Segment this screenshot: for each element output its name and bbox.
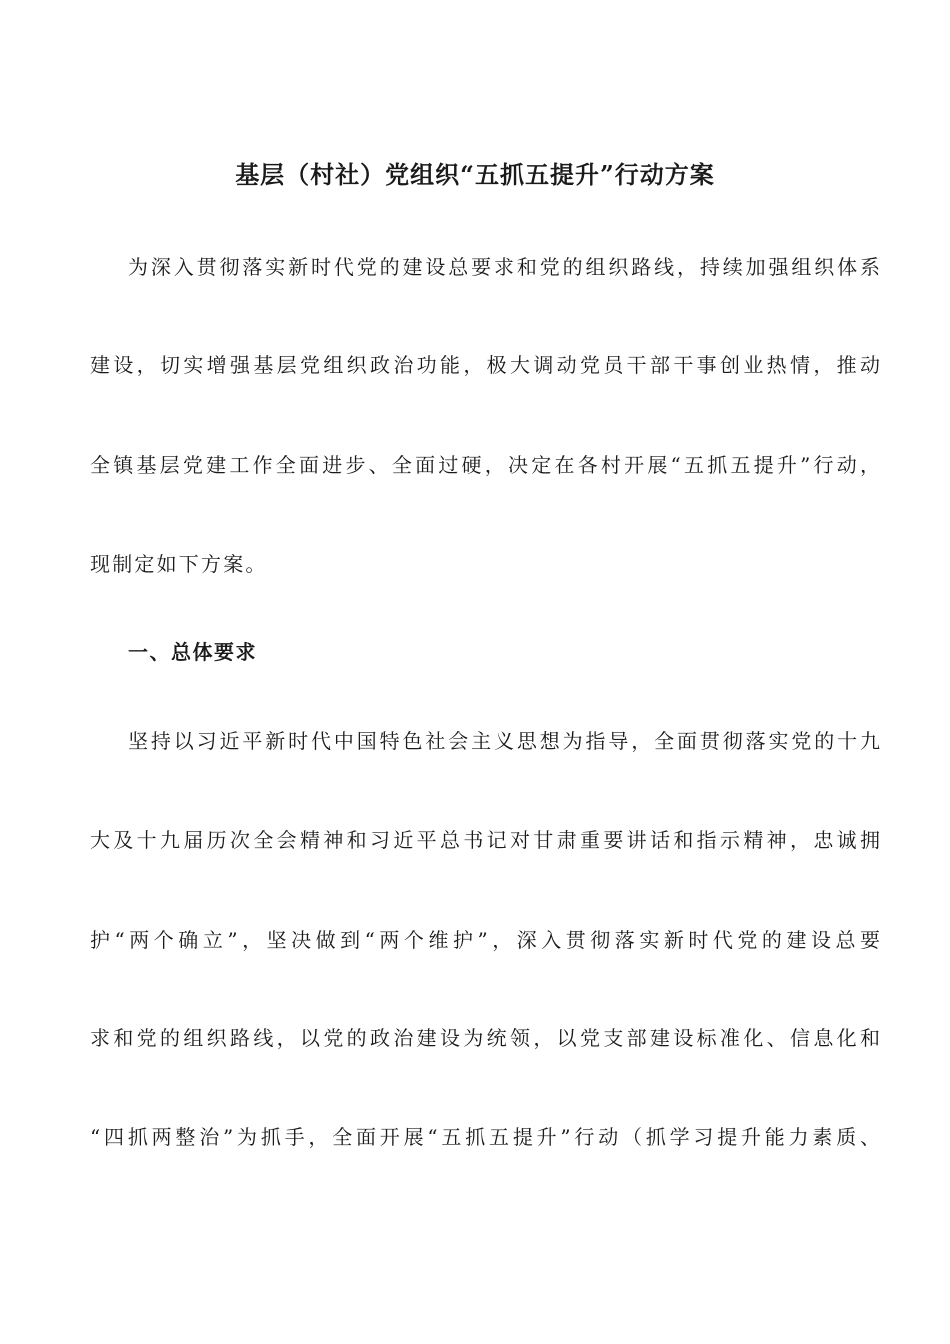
- intro-line-2: 建设，切实增强基层党组织政治功能，极大调动党员干部干事创业热情，推动: [90, 353, 880, 377]
- intro-line-4: 现制定如下方案。: [90, 552, 268, 576]
- intro-line-3: 全镇基层党建工作全面进步、全面过硬，决定在各村开展“五抓五提升”行动，: [90, 453, 880, 477]
- section-line-2: 大及十九届历次全会精神和习近平总书记对甘肃重要讲话和指示精神，忠诚拥: [90, 828, 880, 852]
- section-line-5: “四抓两整治”为抓手，全面开展“五抓五提升”行动（抓学习提升能力素质、: [90, 1125, 880, 1149]
- section-line-3: 护“两个确立”，坚决做到“两个维护”，深入贯彻落实新时代党的建设总要: [90, 928, 880, 952]
- intro-line-1: 为深入贯彻落实新时代党的建设总要求和党的组织路线，持续加强组织体系: [128, 255, 880, 279]
- section-line-1: 坚持以习近平新时代中国特色社会主义思想为指导，全面贯彻落实党的十九: [128, 729, 880, 753]
- section-line-4: 求和党的组织路线，以党的政治建设为统领，以党支部建设标准化、信息化和: [90, 1026, 880, 1050]
- section-heading: 一、总体要求: [128, 640, 257, 664]
- document-title: 基层（村社）党组织“五抓五提升”行动方案: [235, 160, 715, 189]
